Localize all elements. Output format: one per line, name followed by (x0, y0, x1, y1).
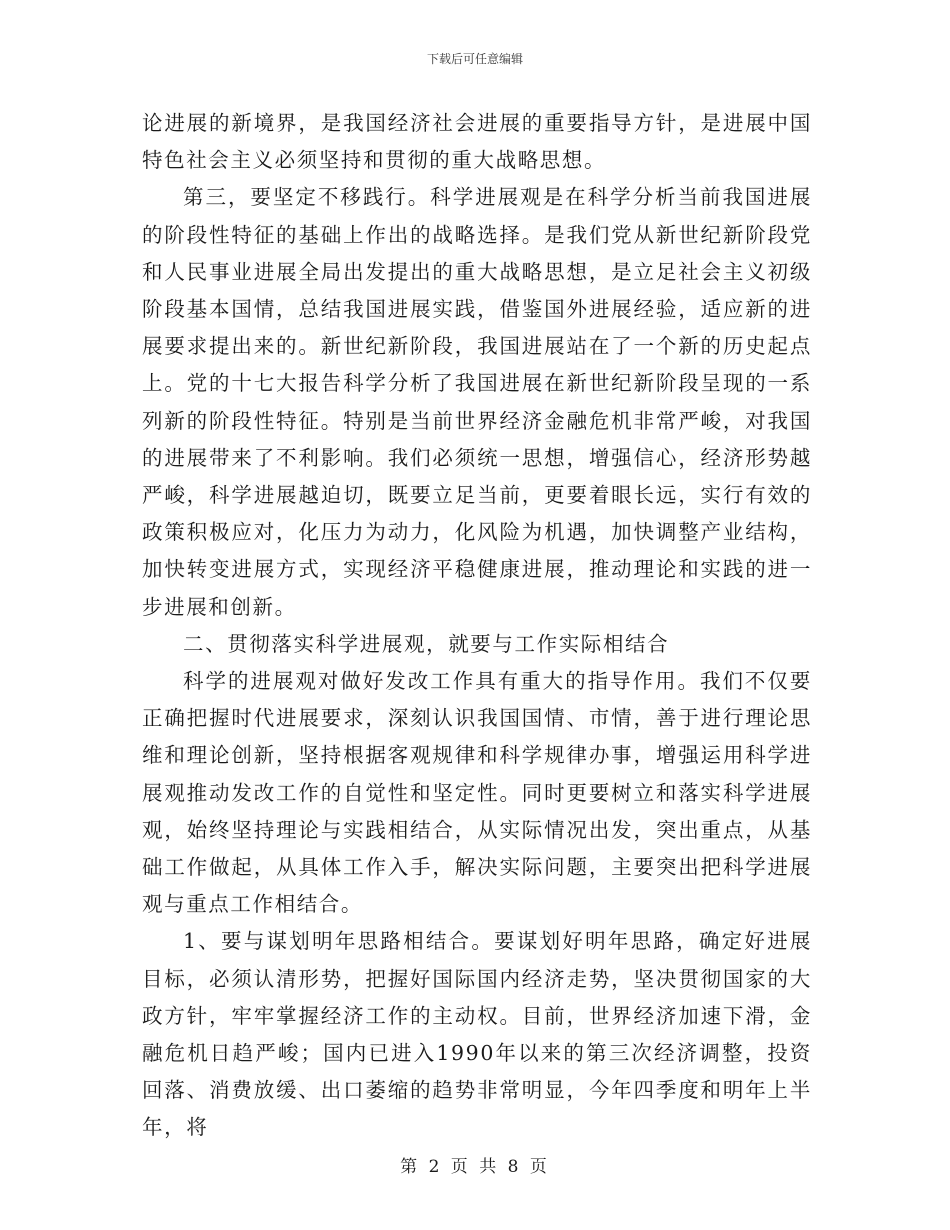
body-paragraph: 科学的进展观对做好发改工作具有重大的指导作用。我们不仅要正确把握时代进展要求，深刻认识我国国情、市情，善于进行理论思维和理论创新，坚持根据客观规律和科学规律办事，增强运用科学进展观推动发改工作的自觉性和坚定性。同时更要树立和落实科学进展观，始终坚持理论与实践相结合，从实际情况出发，突出重点，从基础工作做起，从具体工作入手，解决实际问题，主要突出把科学进展观与重点工作相结合。 (142, 669, 812, 917)
body-paragraph: 1、要与谋划明年思路相结合。要谋划好明年思路，确定好进展目标，必须认清形势，把握好国际国内经济走势，坚决贯彻国家的大政方针，牢牢掌握经济工作的主动权。目前，世界经济加速下滑，金融危机日趋严峻；国内已进入1990年以来的第三次经济调整，投资回落、消费放缓、出口萎缩的趋势非常明显，今年四季度和明年上半年，将 (142, 929, 812, 1140)
page-number: 第 2 页 共 8 页 (400, 1157, 550, 1177)
body-paragraph: 论进展的新境界，是我国经济社会进展的重要指导方针，是进展中国特色社会主义必须坚持和贯彻的重大战略思想。 (142, 111, 812, 173)
document-body (142, 105, 812, 1147)
page-header-note: 下载后可任意编辑 (426, 52, 523, 66)
section-heading: 二、贯彻落实科学进展观，就要与工作实际相结合 (183, 631, 670, 656)
body-paragraph: 第三，要坚定不移践行。科学进展观是在科学分析当前我国进展的阶段性特征的基础上作出的战略选择。是我们党从新世纪新阶段党和人民事业进展全局出发提出的重大战略思想，是立足社会主义初级阶段基本国情，总结我国进展实践，借鉴国外进展经验，适应新的进展要求提出来的。新世纪新阶段，我国进展站在了一个新的历史起点上。党的十七大报告科学分析了我国进展在新世纪新阶段呈现的一系列新的阶段性特征。特别是当前世界经济金融危机非常严峻，对我国的进展带来了不利影响。我们必须统一思想，增强信心，经济形势越严峻，科学进展越迫切，既要立足当前，更要着眼长远，实行有效的政策积极应对，化压力为动力，化风险为机遇，加快调整产业结构，加快转变进展方式，实现经济平稳健康进展，推动理论和实践的进一步进展和创新。 (142, 185, 812, 619)
